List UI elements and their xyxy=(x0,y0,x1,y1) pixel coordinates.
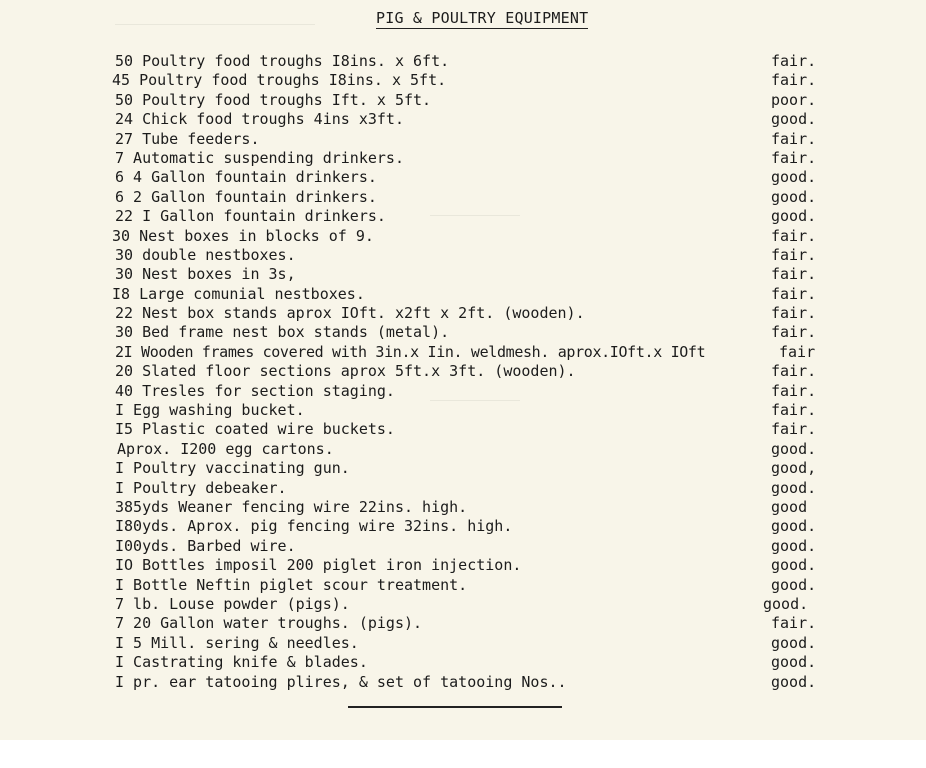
item-condition: fair. xyxy=(771,148,817,167)
item-description: IO Bottles imposil 200 piglet iron injection. xyxy=(115,556,522,575)
item-description: I80yds. Aprox. pig fencing wire 32ins. high. xyxy=(115,517,513,536)
list-item xyxy=(0,576,926,595)
list-item xyxy=(0,653,926,672)
item-description: 22 Nest box stands aprox IOft. x2ft x 2ft. (wooden). xyxy=(115,304,585,323)
item-description: 27 Tube feeders. xyxy=(115,129,260,148)
list-item xyxy=(0,537,926,556)
item-description: I Castrating knife & blades. xyxy=(115,653,368,672)
item-description: I Egg washing bucket. xyxy=(115,401,305,420)
item-condition: good xyxy=(771,497,808,516)
item-condition: good. xyxy=(771,633,817,652)
item-description: 385yds Weaner fencing wire 22ins. high. xyxy=(115,497,468,516)
item-description: 24 Chick food troughs 4ins x3ft. xyxy=(115,110,404,129)
item-condition: fair. xyxy=(771,226,817,245)
item-description: I8 Large comunial nestboxes. xyxy=(112,284,365,303)
item-condition: fair. xyxy=(771,401,817,420)
item-condition: fair. xyxy=(771,323,817,342)
item-condition: fair. xyxy=(771,71,817,90)
item-condition: fair. xyxy=(771,420,817,439)
item-condition: fair. xyxy=(771,304,817,323)
item-description: I5 Plastic coated wire buckets. xyxy=(115,420,395,439)
list-item xyxy=(0,323,926,342)
list-item xyxy=(0,479,926,498)
item-condition: fair. xyxy=(771,284,817,303)
item-description: I Poultry vaccinating gun. xyxy=(115,459,350,478)
item-description: 30 Bed frame nest box stands (metal). xyxy=(115,323,450,342)
item-description: I Poultry debeaker. xyxy=(115,478,287,497)
list-item xyxy=(0,304,926,323)
item-condition: fair. xyxy=(771,362,817,381)
list-item xyxy=(0,673,926,692)
item-description: 22 I Gallon fountain drinkers. xyxy=(115,207,386,226)
item-description: I pr. ear tatooing plires, & set of tatooing Nos.. xyxy=(115,672,567,691)
list-item xyxy=(0,634,926,653)
list-item xyxy=(0,498,926,517)
item-condition: fair xyxy=(779,342,816,361)
list-item xyxy=(0,517,926,536)
item-description: Aprox. I200 egg cartons. xyxy=(117,439,334,458)
item-description: 45 Poultry food troughs I8ins. x 5ft. xyxy=(112,71,447,90)
list-item xyxy=(0,246,926,265)
item-condition: good. xyxy=(771,672,817,691)
item-description: 50 Poultry food troughs I8ins. x 6ft. xyxy=(115,52,450,70)
page-title: PIG & POULTRY EQUIPMENT xyxy=(376,9,589,27)
item-condition: good. xyxy=(771,187,817,206)
equipment-list xyxy=(0,52,926,692)
item-description: I00yds. Barbed wire. xyxy=(115,536,296,555)
item-condition: good, xyxy=(771,459,817,478)
list-item xyxy=(0,420,926,439)
list-item xyxy=(0,130,926,149)
list-item xyxy=(0,227,926,246)
item-condition: fair. xyxy=(771,52,817,70)
list-item xyxy=(0,52,926,71)
list-item xyxy=(0,71,926,90)
item-condition: good. xyxy=(763,594,809,613)
item-description: 30 Nest boxes in 3s, xyxy=(115,265,296,284)
item-condition: good. xyxy=(771,536,817,555)
list-item xyxy=(0,459,926,478)
item-description: 7 Automatic suspending drinkers. xyxy=(115,148,404,167)
list-item xyxy=(0,110,926,129)
item-condition: fair. xyxy=(771,245,817,264)
list-item xyxy=(0,440,926,459)
item-condition: good. xyxy=(771,110,817,129)
item-condition: good. xyxy=(771,556,817,575)
end-divider xyxy=(348,706,562,708)
list-item xyxy=(0,91,926,110)
item-description: 6 2 Gallon fountain drinkers. xyxy=(115,187,377,206)
item-description: 50 Poultry food troughs Ift. x 5ft. xyxy=(115,90,432,109)
list-item xyxy=(0,149,926,168)
list-item xyxy=(0,265,926,284)
list-item xyxy=(0,207,926,226)
item-condition: good. xyxy=(771,575,817,594)
item-condition: good. xyxy=(771,653,817,672)
list-item xyxy=(0,382,926,401)
item-description: I 5 Mill. sering & needles. xyxy=(115,633,359,652)
item-condition: good. xyxy=(771,439,817,458)
item-description: 2I Wooden frames covered with 3in.x Iin. weldmesh. aprox.IOft.x IOft xyxy=(115,342,706,361)
list-item xyxy=(0,168,926,187)
item-condition: good. xyxy=(771,168,817,187)
show-through-mark xyxy=(115,24,315,35)
list-item xyxy=(0,595,926,614)
item-description: 30 Nest boxes in blocks of 9. xyxy=(112,226,374,245)
item-condition: good. xyxy=(771,207,817,226)
list-item xyxy=(0,285,926,304)
item-description: 30 double nestboxes. xyxy=(115,245,296,264)
list-item xyxy=(0,343,926,362)
item-description: 7 20 Gallon water troughs. (pigs). xyxy=(115,614,423,633)
list-item xyxy=(0,362,926,381)
item-condition: fair. xyxy=(771,381,817,400)
item-condition: good. xyxy=(771,517,817,536)
list-item xyxy=(0,556,926,575)
list-item xyxy=(0,401,926,420)
scan-margin xyxy=(0,740,926,768)
list-item xyxy=(0,188,926,207)
item-condition: fair. xyxy=(771,614,817,633)
item-condition: fair. xyxy=(771,129,817,148)
item-description: 6 4 Gallon fountain drinkers. xyxy=(115,168,377,187)
item-description: 7 lb. Louse powder (pigs). xyxy=(115,594,350,613)
item-condition: good. xyxy=(771,478,817,497)
item-condition: poor. xyxy=(771,90,817,109)
item-description: I Bottle Neftin piglet scour treatment. xyxy=(115,575,468,594)
item-description: 20 Slated floor sections aprox 5ft.x 3ft. (wooden). xyxy=(115,362,576,381)
item-condition: fair. xyxy=(771,265,817,284)
item-description: 40 Tresles for section staging. xyxy=(115,381,395,400)
list-item xyxy=(0,614,926,633)
